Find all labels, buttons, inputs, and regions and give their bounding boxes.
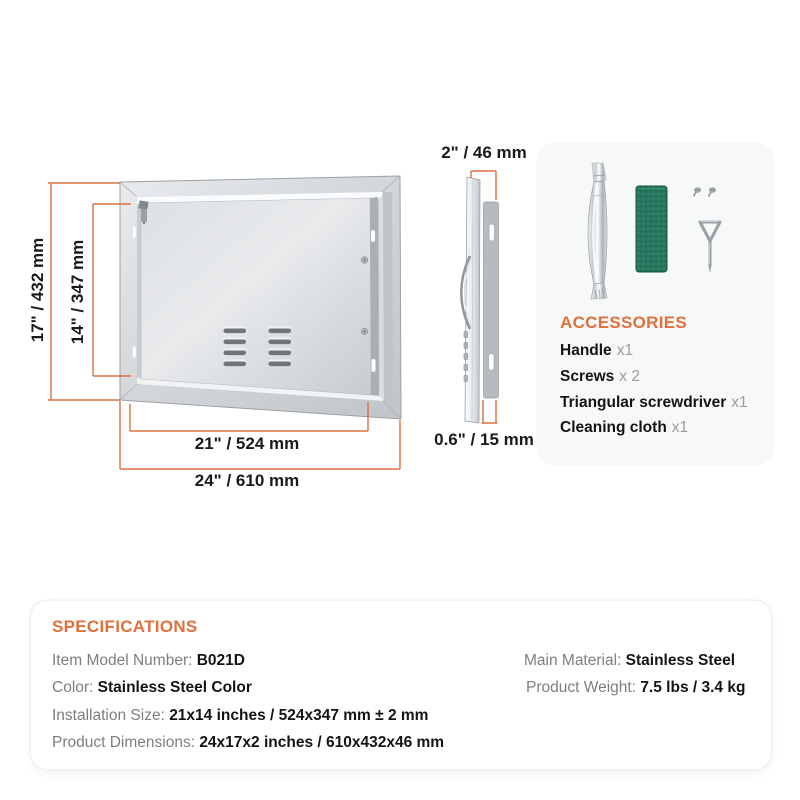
dim-line-inner-width bbox=[130, 402, 368, 431]
door-screw bbox=[361, 328, 368, 335]
accessories-title: ACCESSORIES bbox=[560, 313, 688, 332]
dim-line-inner-height bbox=[93, 204, 131, 376]
louver-vents bbox=[224, 327, 292, 367]
spec-row-product-dimensions: Product Dimensions: 24x17x2 inches / 610x432x46 mm bbox=[52, 734, 445, 751]
dim-label-inner-width: 21" / 524 mm bbox=[194, 434, 300, 453]
accessory-item-cloth: Cleaning cloth x1 bbox=[560, 419, 689, 436]
dim-label-outer-width: 24" / 610 mm bbox=[194, 471, 300, 490]
dim-line-depth bbox=[471, 171, 496, 200]
dim-label-thickness: 0.6" / 15 mm bbox=[434, 430, 534, 449]
spec-row-weight: Product Weight: 7.5 lbs / 3.4 kg bbox=[526, 679, 746, 696]
side-hinge-knuckles bbox=[464, 331, 468, 382]
dim-label-inner-height: 14" / 347 mm bbox=[68, 239, 87, 345]
specifications-title: SPECIFICATIONS bbox=[52, 617, 198, 636]
accessories-panel bbox=[536, 142, 774, 466]
spec-row-model: Item Model Number: B021D bbox=[52, 652, 245, 669]
dimension-lines bbox=[48, 171, 498, 469]
spec-row-material: Main Material: Stainless Steel bbox=[524, 652, 736, 669]
door-side-view bbox=[461, 177, 498, 423]
accessory-item-screwdriver: Triangular screwdriver x1 bbox=[560, 394, 748, 411]
door-front-view bbox=[120, 176, 401, 419]
spec-row-color: Color: Stainless Steel Color bbox=[52, 679, 252, 696]
dim-label-depth: 2" / 46 mm bbox=[441, 143, 527, 162]
dim-label-outer-height: 17" / 432 mm bbox=[28, 237, 47, 343]
door-screw bbox=[361, 257, 368, 264]
spec-row-installation-size: Installation Size: 21x14 inches / 524x347 mm ± 2 mm bbox=[52, 707, 429, 724]
accessory-item-screws: Screws x 2 bbox=[560, 368, 640, 385]
door-hinge bbox=[138, 200, 148, 224]
dim-line-thickness bbox=[482, 400, 498, 423]
accessory-item-handle: Handle x1 bbox=[560, 342, 634, 359]
